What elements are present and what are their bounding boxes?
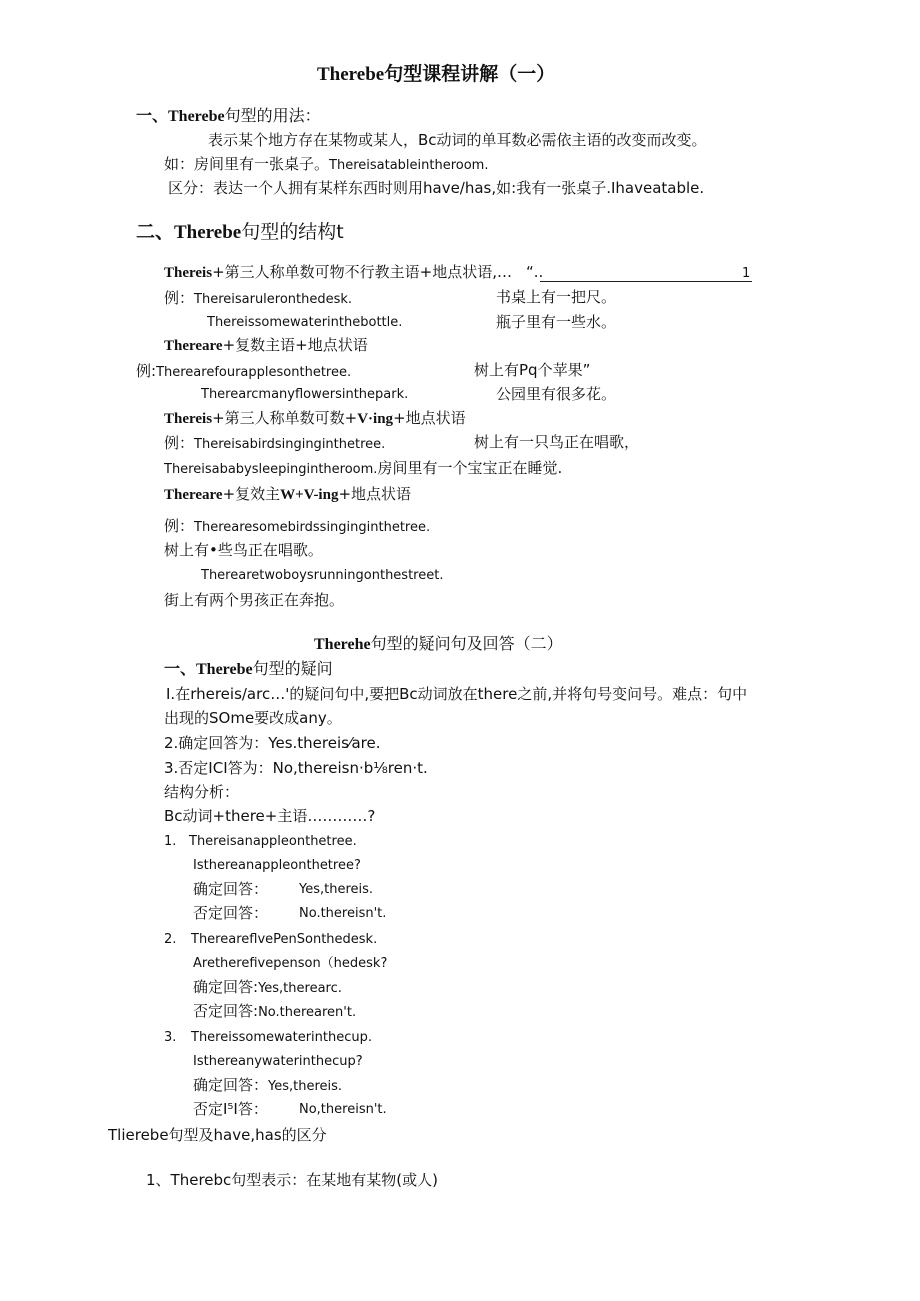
example-1-number: 1.: [164, 834, 177, 849]
example-3-yes: 确定回答：Yes,thereis.: [193, 1076, 343, 1094]
question-rule-1-cont: 出现的SOme要改成any。: [164, 709, 342, 727]
pattern-4-example-2-cn: 街上有两个男孩正在奔抱。: [164, 591, 345, 609]
pattern-3-example-1: 例：Thereisabirdsinginginthetree.: [164, 434, 386, 452]
pattern-3-example-1-cn: 树上有一只鸟正在唱歌，: [474, 433, 640, 451]
part-3-heading: Tlierebe句型及have,has的区分: [108, 1126, 327, 1144]
example-3-number: 3.: [164, 1030, 177, 1045]
pattern-4-example-1: 例：Therearesomebirdssinginginthetree.: [164, 517, 431, 535]
pattern-2-example-2-cn: 公园里有很多花。: [496, 385, 617, 403]
example-3-no: No,thereisn't.: [299, 1102, 387, 1117]
part-2-title: Therehe句型的疑问句及回答（二）: [314, 634, 563, 653]
pattern-3-example-2: Thereisababysleepingintheroom.房间里有一个宝宝正在睡觉.: [164, 459, 563, 477]
section-1-heading: 一、Therebe句型的用法：: [136, 106, 321, 125]
example-1-yes: Yes,thereis.: [299, 882, 374, 897]
usage-description: 表示某个地方存在某物或某人，Bc动词的单耳数必需依主语的改变而改变。: [208, 131, 707, 149]
example-2-yes: 确定回答:Yes,therearc.: [193, 978, 342, 996]
pattern-4-example-2: Therearetwoboysrunningonthestreet.: [201, 568, 444, 583]
example-3-no-label: 否定I⁵I答：: [193, 1100, 268, 1118]
example-2-number: 2.: [164, 932, 177, 947]
part-3-item-1: 1、Therebc句型表示：在某地有某物(或人): [146, 1171, 438, 1189]
example-2-no: 否定回答:No.therearen't.: [193, 1002, 357, 1020]
pattern-1: Thereis+第三人称单数可物不行教主语+地点状语,… “..: [164, 263, 544, 281]
pattern-4: Thereare+复效主W+V-ing+地点状语: [164, 485, 412, 503]
example-1-no-label: 否定回答：: [193, 904, 269, 922]
example-1-question: Isthereanappleonthetree?: [193, 858, 361, 873]
pattern-1-example-2: Thereissomewaterinthebottle.: [207, 315, 403, 330]
section-2-heading: 二、Therebe句型的结构t: [136, 221, 344, 243]
pattern-3: Thereis+第三人称单数可数+V·ing+地点状语: [164, 409, 466, 427]
pattern-1-example-1: 例：Thereisaruleronthedesk.: [164, 289, 353, 307]
pattern-4-example-1-cn: 树上有•些鸟正在唱歌。: [164, 541, 323, 559]
question-rule-1: I.在rhereis/arc…'的疑问句中,要把Bc动词放在there之前,并将句号变问号。难点：句中: [166, 685, 748, 703]
pattern-2-example-1-cn: 树上有Pq个苹果”: [474, 361, 591, 379]
structure-label: 结构分析：: [164, 783, 240, 801]
example-2-statement: ThereareflvePenSonthedesk.: [191, 932, 378, 947]
question-rule-2: 2.确定回答为：Yes.thereis⁄are.: [164, 734, 381, 752]
pattern-2-example-1: 例:Therearefourapplesonthetree.: [136, 362, 352, 380]
example-1-statement: Thereisanappleonthetree.: [189, 834, 357, 849]
part-2-heading: 一、Therebe句型的疑问: [164, 659, 333, 678]
example-1-yes-label: 确定回答：: [193, 880, 269, 898]
pattern-2: Thereare+复数主语+地点状语: [164, 336, 368, 354]
question-rule-3: 3.否定ICI答为：No,thereisn·b⅛ren·t.: [164, 759, 428, 777]
example-2-question: Aretherefivepenson（hedesk?: [193, 956, 388, 971]
usage-example: 如：房间里有一张桌子。Thereisatableintheroom.: [164, 155, 489, 173]
page-title: Therebe句型课程讲解（一）: [317, 64, 556, 85]
pattern-1-example-2-cn: 瓶子里有一些水。: [496, 313, 617, 331]
example-1-no: No.thereisn't.: [299, 906, 387, 921]
pattern-1-example-1-cn: 书桌上有一把尺。: [496, 288, 617, 306]
pattern-1-number: 1: [742, 266, 751, 281]
fill-underline: [540, 281, 752, 282]
example-3-statement: Thereissomewaterinthecup.: [191, 1030, 373, 1045]
pattern-2-example-2: Therearcmanyflowersinthepark.: [201, 387, 409, 402]
usage-distinction: 区分：表达一个人拥有某样东西时则用have/has,如:我有一张桌子.Ihaveatable.: [168, 179, 705, 197]
example-3-question: Isthereanywaterinthecup?: [193, 1054, 363, 1069]
structure-formula: Bc动词+there+主语…………?: [164, 807, 376, 825]
